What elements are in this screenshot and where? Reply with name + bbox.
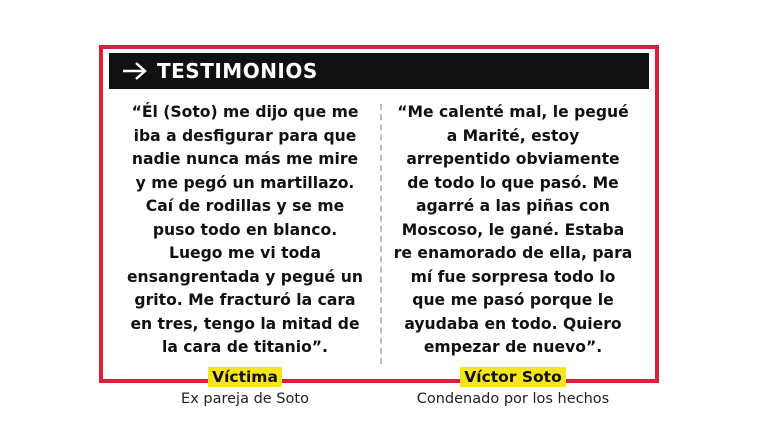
testimony-name: Víctima [208, 367, 282, 387]
testimony-role: Condenado por los hechos [416, 390, 610, 407]
header-bar [109, 53, 649, 89]
testimony-quote: “Él (Soto) me dijo que me iba a desfigurar para que nadie nunca más me mire y me pegó un martillazo. Caí de rodillas y se me puso todo en blanco. Luego me vi toda ensangrentada y pegué un grito. Me fracturó la cara en tres, tengo la mitad de la cara de titanio”. [126, 103, 363, 356]
testimony-role: Ex pareja de Soto [181, 390, 309, 407]
testimony-name: Víctor Soto [460, 367, 565, 387]
header-title: TESTIMONIOS [157, 59, 318, 83]
testimony-quote: “Me calenté mal, le pegué a Marité, estoy arrepentido obviamente de todo lo que pasó. Me agarré a las piñas con Moscoso, le gané. Estaba re enamorado de ella, para mí fue sorpresa todo lo que me pasó porque le ayudaba en todo. Quiero empezar de nuevo”. [393, 103, 633, 356]
arrow-right-icon [121, 60, 149, 82]
testimony-victim [125, 101, 365, 409]
testimony-convicted [393, 101, 633, 409]
testimonies-box [99, 45, 659, 407]
column-divider [380, 104, 382, 364]
